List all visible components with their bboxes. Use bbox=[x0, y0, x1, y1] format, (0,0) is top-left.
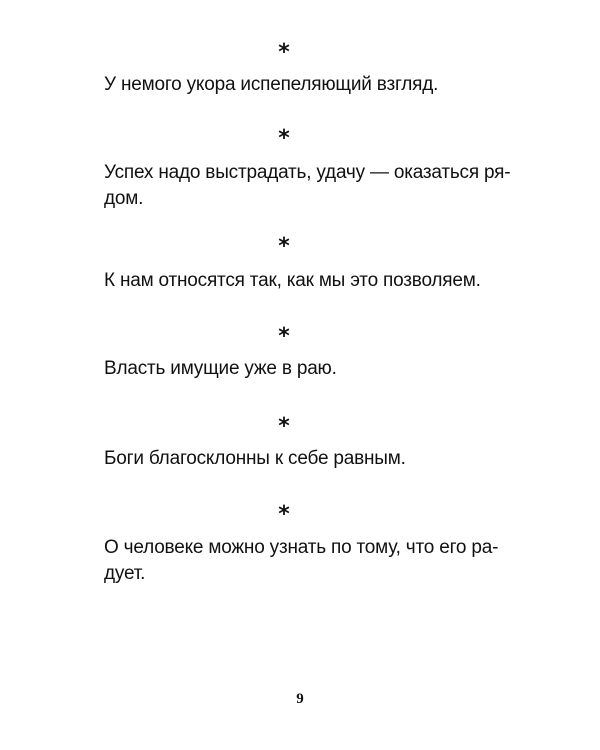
aphorism bbox=[104, 535, 504, 587]
aphorism-line: О человеке можно узнать по тому, что его ра- bbox=[104, 537, 499, 558]
aphorism-line: Успех надо выстрадать, удачу — оказаться ря- bbox=[104, 162, 511, 183]
aphorism bbox=[104, 356, 504, 382]
separator-asterisk: * bbox=[278, 234, 290, 259]
separator-asterisk: * bbox=[278, 324, 290, 349]
aphorism bbox=[104, 72, 504, 98]
separator-asterisk: * bbox=[278, 414, 290, 439]
aphorism-line: дует. bbox=[104, 563, 146, 584]
aphorism bbox=[104, 160, 511, 212]
page-number: 9 bbox=[296, 691, 304, 707]
aphorism-line: дом. bbox=[104, 188, 144, 209]
aphorism-line: Власть имущие уже в раю. bbox=[104, 358, 337, 379]
separator-asterisk: * bbox=[278, 126, 290, 151]
aphorism-line: Боги благосклонны к себе равным. bbox=[104, 448, 406, 469]
separator-asterisk: * bbox=[278, 502, 290, 527]
aphorism bbox=[104, 446, 504, 472]
aphorism-line: К нам относятся так, как мы это позволяем. bbox=[104, 270, 481, 291]
aphorism-line: У немого укора испепеляющий взгляд. bbox=[104, 74, 439, 95]
separator-asterisk: * bbox=[278, 40, 290, 65]
aphorism bbox=[104, 268, 504, 294]
